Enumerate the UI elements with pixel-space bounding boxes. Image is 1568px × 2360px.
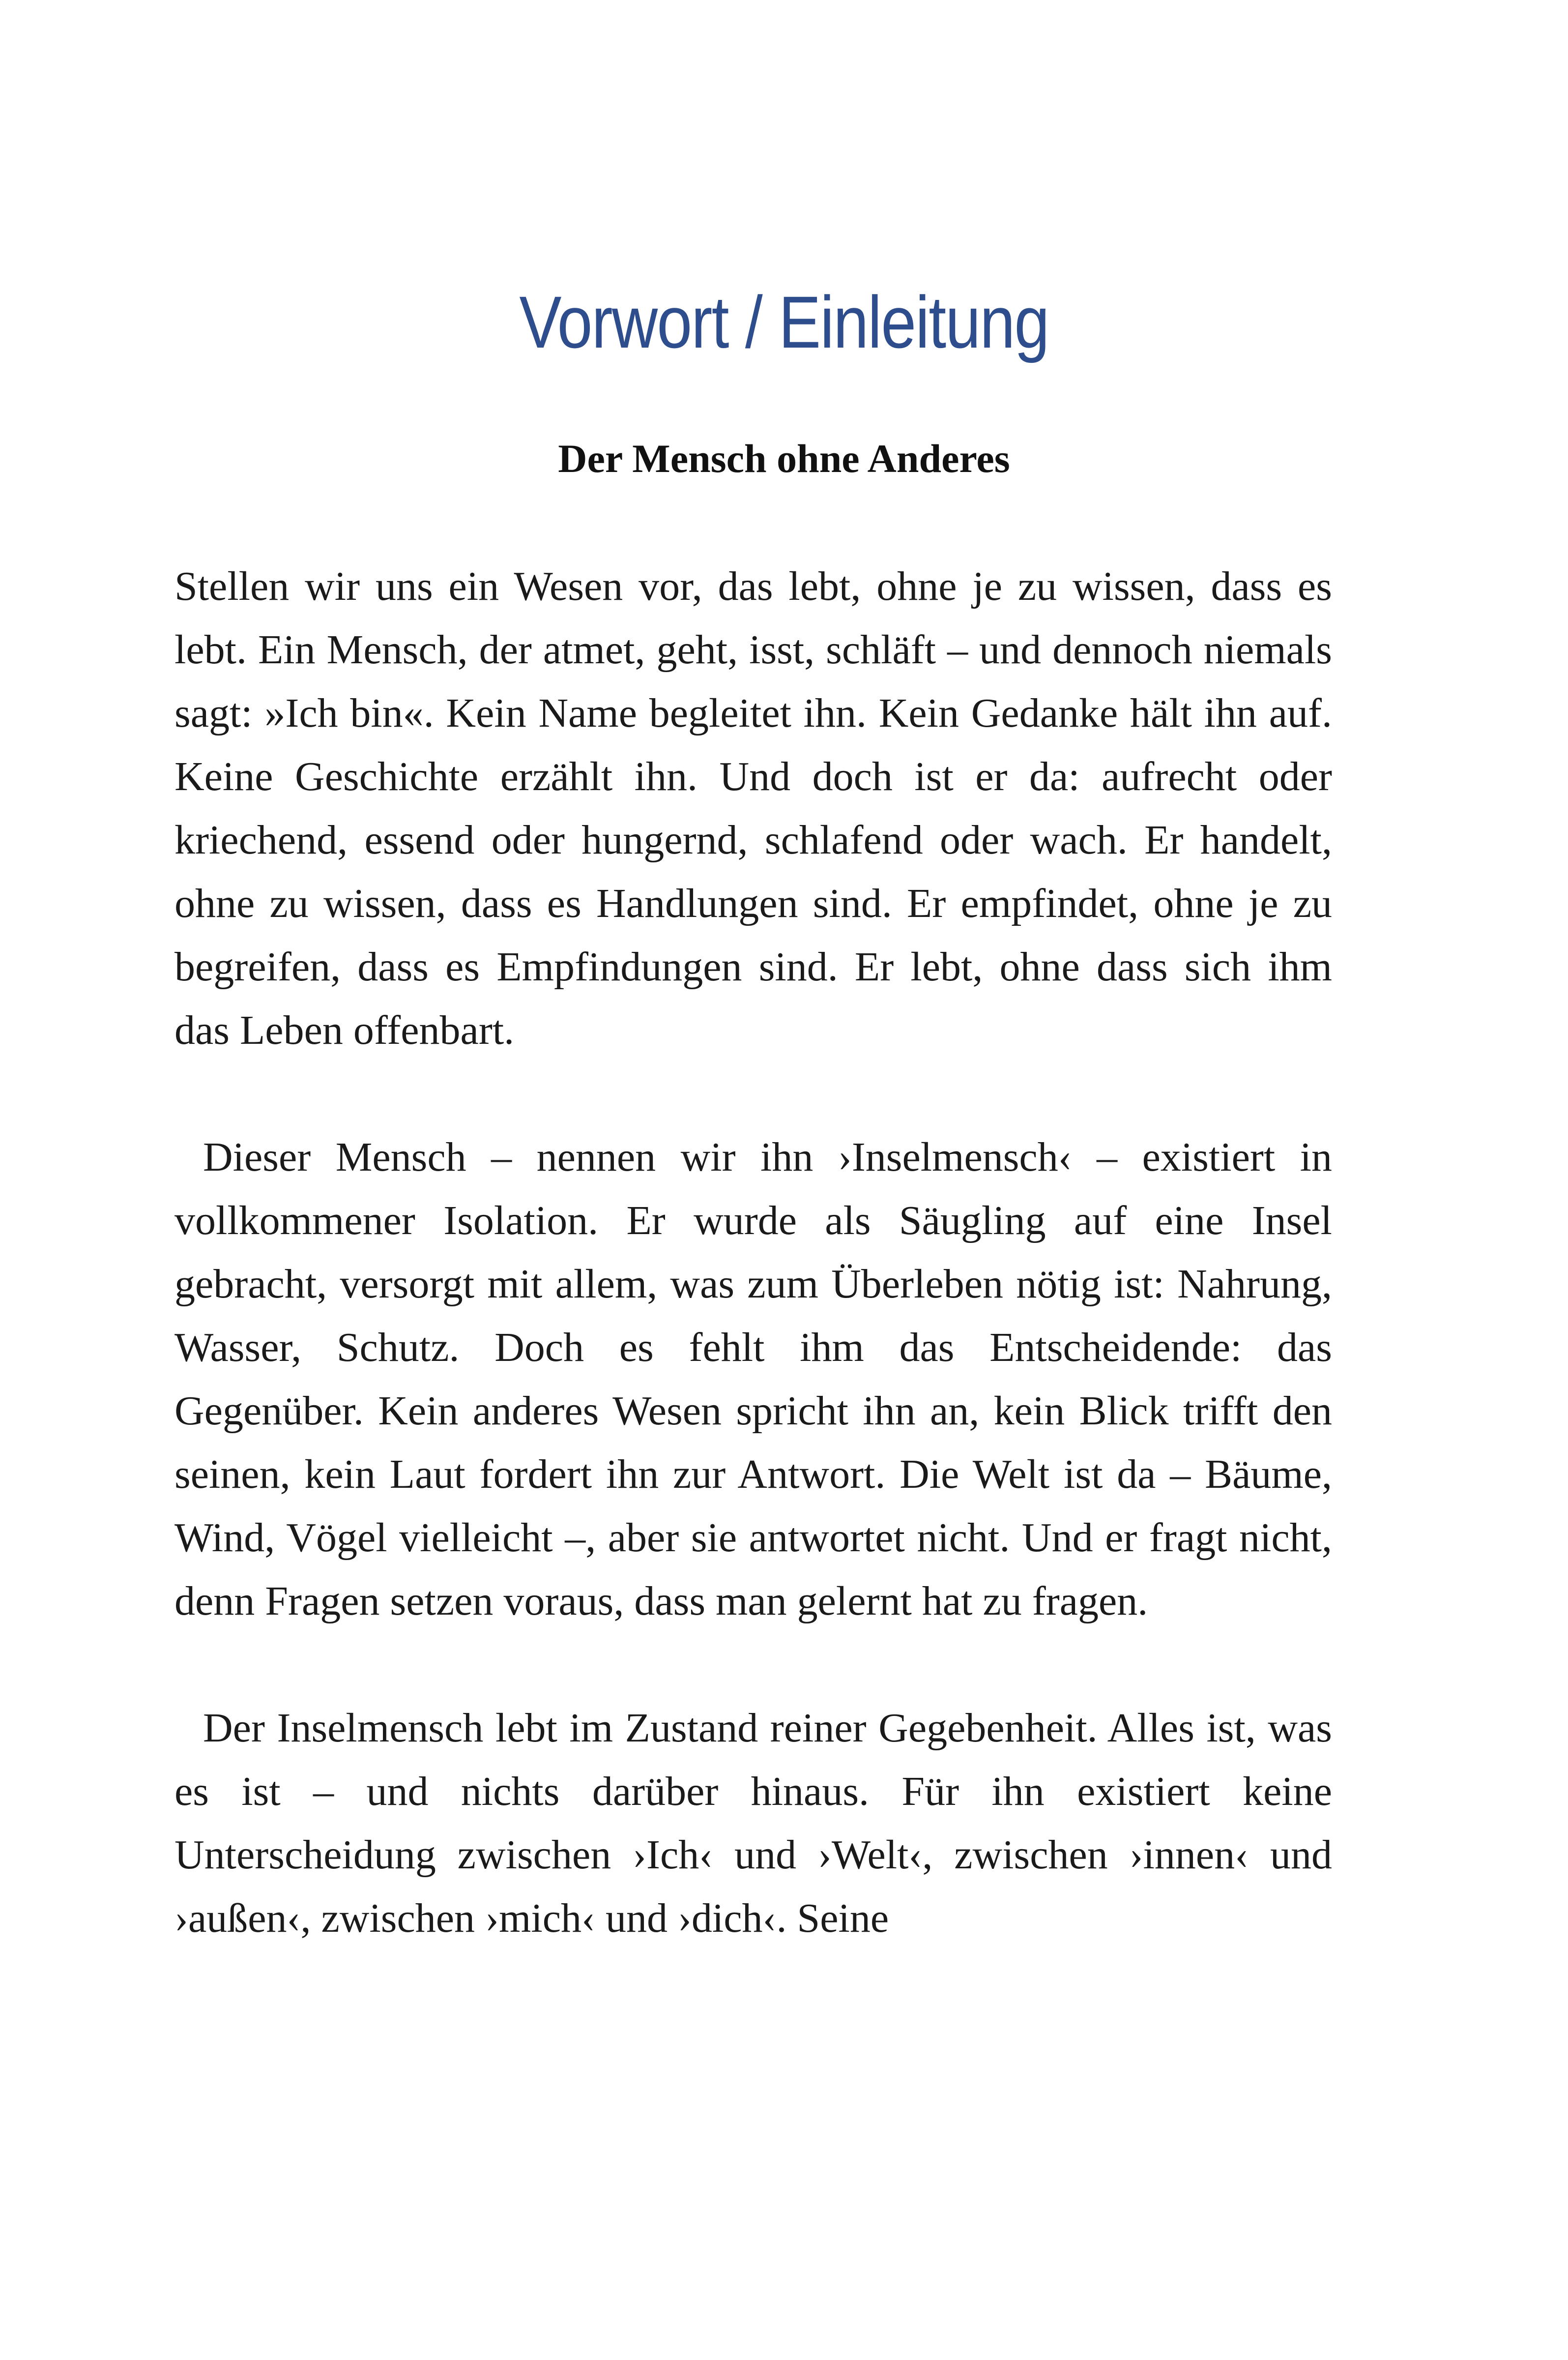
chapter-title: Vorwort / Einleitung bbox=[519, 281, 1049, 363]
paragraph-1: Stellen wir uns ein Wesen vor, das lebt, ohne je zu wissen, dass es lebt. Ein Mensch, der atmet, geht, isst, schläft – und dennoch niemals sagt: »Ich bin«. Kein Name begleitet ihn. Kein Gedanke hält ihn auf. Keine Geschichte erzählt ihn. Und doch ist er da: aufrecht oder kriechend, essend oder hungernd, schlafend oder wach. Er handelt, ohne zu wissen, dass es Handlungen sind. Er empfindet, ohne je zu begreifen, dass es Empfindungen sind. Er lebt, ohne dass sich ihm das Leben offenbart. bbox=[174, 563, 1332, 1053]
paragraph-2: Dieser Mensch – nennen wir ihn ›Inselmensch‹ – existiert in vollkommener Isolation. Er wurde als Säugling auf eine Insel gebracht, versorgt mit allem, was zum Überleben nötig ist: Nahrung, Wasser, Schutz. Doch es fehlt ihm das Entscheidende: das Gegenüber. Kein anderes Wesen spricht ihn an, kein Blick trifft den seinen, kein Laut fordert ihn zur Antwort. Die Welt ist da – Bäume, Wind, Vögel vielleicht –, aber sie antwortet nicht. Und er fragt nicht, denn Fragen setzen voraus, dass man gelernt hat zu fragen. bbox=[174, 1134, 1332, 1624]
paragraph-3: Der Inselmensch lebt im Zustand reiner Gegebenheit. Alles ist, was es ist – und nichts darüber hinaus. Für ihn existiert keine Unterscheidung zwischen ›Ich‹ und ›Welt‹, zwischen ›innen‹ und ›außen‹, zwischen ›mich‹ und ›dich‹. Seine bbox=[174, 1705, 1332, 1941]
body-text bbox=[174, 555, 1332, 2013]
section-title: Der Mensch ohne Anderes bbox=[558, 436, 1010, 481]
